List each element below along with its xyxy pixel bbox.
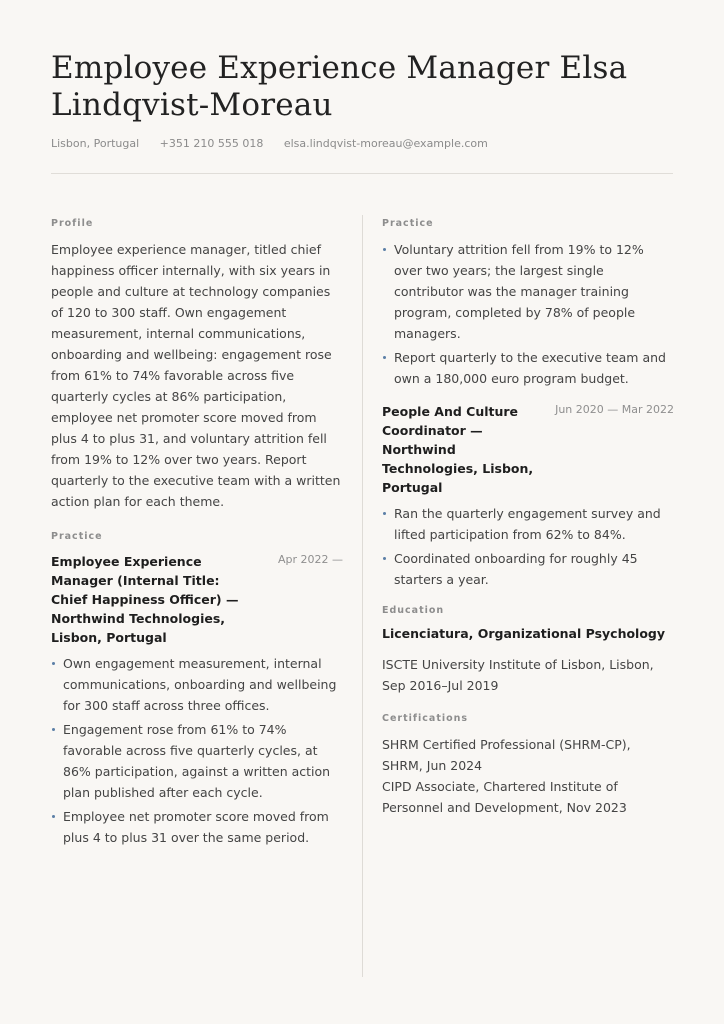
list-item: Employee net promoter score moved from plus 4 to plus 31 over the same period. (51, 806, 343, 848)
list-item: Ran the quarterly engagement survey and lifted participation from 62% to 84%. (382, 503, 674, 545)
contact-line (51, 137, 505, 150)
practice-continued-bullets (382, 239, 674, 389)
header-divider (51, 173, 673, 174)
practice-section-right (382, 218, 674, 590)
list-item: Own engagement measurement, internal communications, onboarding and wellbeing for 300 staff across three offices. (51, 653, 343, 716)
contact-location: Lisbon, Portugal (51, 137, 140, 150)
column-divider (362, 215, 363, 977)
right-column (382, 218, 674, 818)
job-title: Employee Experience Manager (Internal Title: Chief Happiness Officer) — Northwind Technologies, Lisbon, Portugal (51, 554, 239, 645)
certifications-section (382, 713, 674, 818)
education-heading: Education (382, 605, 445, 616)
profile-section (51, 218, 343, 512)
list-item: Coordinated onboarding for roughly 45 starters a year. (382, 548, 674, 590)
candidate-name: Employee Experience Manager Elsa Lindqvist-Moreau (51, 50, 628, 123)
practice-heading: Practice (51, 531, 103, 542)
certifications-heading: Certifications (382, 713, 469, 724)
list-item: Engagement rose from 61% to 74% favorable across five quarterly cycles, at 86% participation, against a written action plan published after each cycle. (51, 719, 343, 803)
job-dates: Apr 2022 — (277, 553, 343, 566)
job-header (51, 552, 343, 647)
list-item: Voluntary attrition fell from 19% to 12% over two years; the largest single contributor was the manager training program, completed by 78% of people managers. (382, 239, 674, 344)
profile-text: Employee experience manager, titled chief happiness officer internally, with six years in people and culture at technology companies of 120 to 300 staff. Own engagement measurement, internal communications, onboarding and wellbeing: engagement rose from 61% to 74% favorable across five quarterly cycles at 86% participation, employee net promoter score moved from plus 4 to plus 31, and voluntary attrition fell from 19% to 12% over two years. Report quarterly to the executive team with a written action plan for each theme. (51, 242, 341, 509)
job-header (382, 402, 674, 497)
job-bullets (51, 653, 343, 848)
practice-heading: Practice (382, 218, 434, 229)
education-degree: Licenciatura, Organizational Psychology (382, 626, 666, 641)
job-bullets (382, 503, 674, 590)
left-column (51, 218, 343, 851)
education-section (382, 605, 674, 696)
education-school: ISCTE University Institute of Lisbon, Lisbon, Sep 2016–Jul 2019 (382, 657, 654, 693)
list-item: Report quarterly to the executive team and own a 180,000 euro program budget. (382, 347, 674, 389)
certification-item: CIPD Associate, Chartered Institute of Personnel and Development, Nov 2023 (382, 779, 627, 815)
contact-phone: +351 210 555 018 (159, 137, 264, 150)
job-dates: Jun 2020 — Mar 2022 (555, 403, 674, 416)
practice-section-left (51, 531, 343, 848)
profile-heading: Profile (51, 218, 94, 229)
job-title: People And Culture Coordinator — Northwind Technologies, Lisbon, Portugal (382, 404, 534, 495)
certification-item: SHRM Certified Professional (SHRM-CP), SHRM, Jun 2024 (382, 737, 631, 773)
contact-email: elsa.lindqvist-moreau@example.com (283, 137, 488, 150)
